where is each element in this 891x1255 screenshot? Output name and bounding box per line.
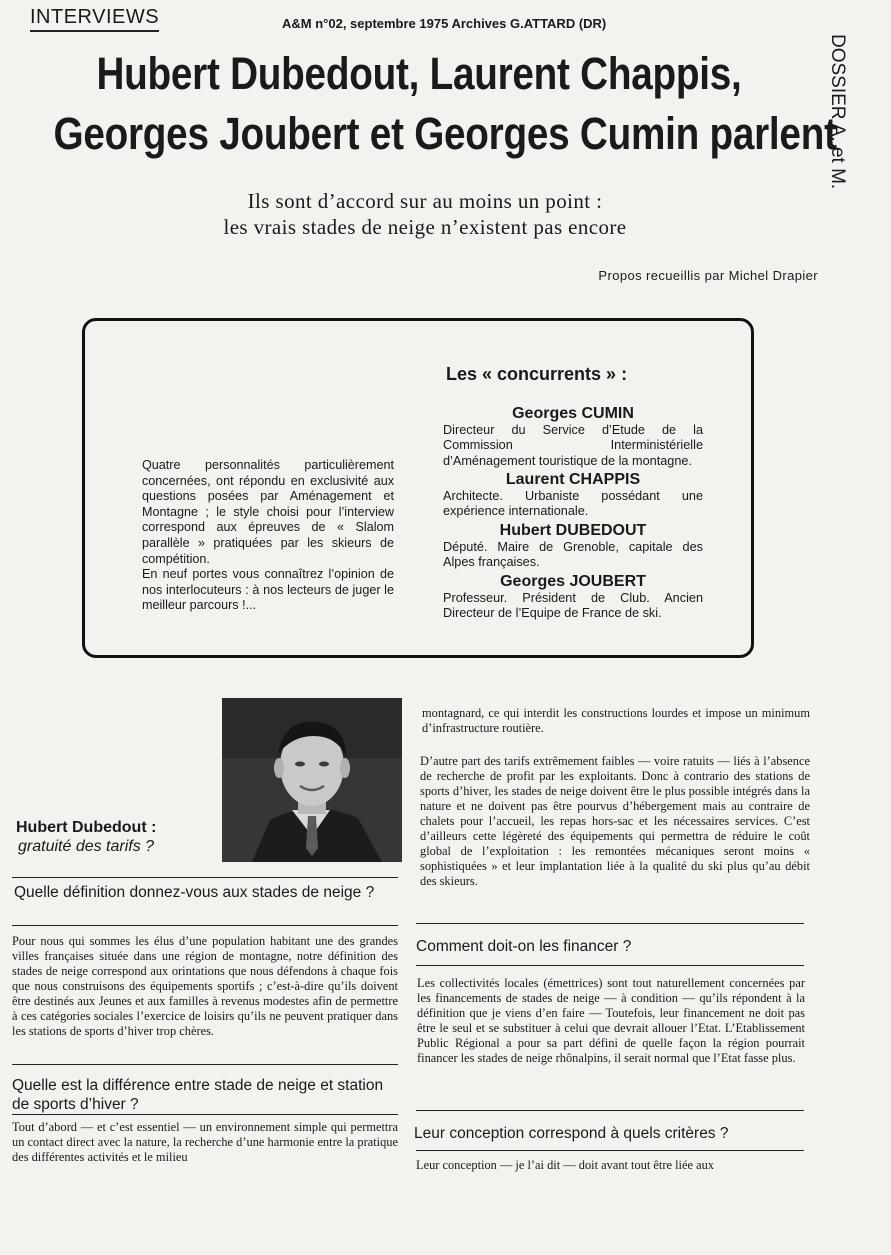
- interview-tagline: gratuité des tarifs ?: [18, 838, 155, 855]
- person-description: Député. Maire de Grenoble, capitale des Alpes françaises.: [443, 540, 703, 570]
- rule: [416, 965, 804, 966]
- section-tag: INTERVIEWS: [30, 6, 159, 32]
- question-4: Leur conception correspond à quels critères ?: [414, 1125, 729, 1142]
- source-line: A&M n°02, septembre 1975 Archives G.ATTARD (DR): [282, 16, 607, 31]
- concurrents-heading: Les « concurrents » :: [446, 364, 628, 384]
- box-intro: [142, 458, 394, 614]
- rule: [416, 923, 804, 924]
- answer-3: Les collectivités locales (émettrices) sont tout naturellement concernées par les financements de stades de neige — à condition — qu’ils répondent à la définition que je viens d’en faire — Toutefois, leur financement ne doit pas être le seul et se substituer à celui que devrait allouer l’Etat. L’Etablissement Public Régional a pour sa part défini de quelle façon la région pourrait financer les stades de neige rhônalpins, il serait normal que l’Etat fasse plus.: [417, 976, 805, 1065]
- answer-1: Pour nous qui sommes les élus d’une population habitant une des grandes villes françaises située dans une région de montagne, notre définition des stades de neige correspond aux orintations que nous défendons à chaque fois que nous construisons des équipements sportifs ; c’est-à-dire qu’ils doivent être destinés aux Jeunes et aux familles à revenus modestes afin de permettre à ces catégories sociales l’exercice de loisirs qu’ils ne peuvent pratiquer dans les stations de sports d’hiver trop chères.: [12, 934, 398, 1038]
- person-name: Laurent CHAPPIS: [505, 471, 641, 488]
- person-cumin: [443, 404, 703, 469]
- person-dubedout: [443, 521, 703, 571]
- headline-line-2: Georges Joubert et Georges Cumin parlent: [53, 108, 837, 159]
- author-credit: Propos recueillis par Michel Drapier: [598, 268, 818, 283]
- person-name: Georges CUMIN: [512, 405, 634, 422]
- person-name: Hubert DUBEDOUT: [499, 522, 647, 539]
- intro-paragraph-2: En neuf portes vous connaîtrez l’opinion de nos interlocuteurs : à nos lecteurs de juger le meilleur parcours !...: [142, 567, 394, 613]
- rule: [12, 1114, 398, 1115]
- rule: [416, 1150, 804, 1151]
- subtitle-line-1: Ils sont d’accord sur au moins un point :: [247, 189, 603, 213]
- side-label: DOSSIER A. et M.: [827, 34, 848, 190]
- portrait-photo: [222, 698, 402, 862]
- person-chappis: [443, 470, 703, 520]
- rule: [416, 1110, 804, 1111]
- answer-4: Leur conception — je l’ai dit — doit avant tout être liée aux: [416, 1158, 714, 1172]
- right-paragraph-2: D’autre part des tarifs extrêmement faibles — voire ratuits — liés à l’absence de recherche de profit par les exploitants. Donc à contrario des stations de sports d’hiver, les stades de neige doivent être le plus possible intégrés dans la nature et ne doivent pas être pourvus d’hébergement mais au contraire de chalets pour l’accueil, les repas hors-sac et les nécessaires services. C’est d’ailleurs cette légèreté des équipements qui permettra de réduire le coût global de l’exploitation : les remontées mécaniques seront moins « sophistiquées » et leur implantation liée à la qualité du ski plus qu’au débit des skieurs.: [420, 754, 810, 888]
- interviewee-name: Hubert Dubedout :: [16, 819, 157, 836]
- question-3: Comment doit-on les financer ?: [416, 938, 632, 955]
- interview-heading: [16, 818, 216, 856]
- question-2: Quelle est la différence entre stade de neige et station de sports d’hiver ?: [12, 1077, 384, 1113]
- headline-line-1: Hubert Dubedout, Laurent Chappis,: [96, 48, 742, 99]
- person-description: Professeur. Président de Club. Ancien Directeur de l’Equipe de France de ski.: [443, 591, 703, 621]
- rule: [12, 1064, 398, 1065]
- answer-2: Tout d’abord — et c’est essentiel — un environnement simple qui permettra un contact direct avec la nature, la recherche d’une harmonie entre la pratique des différentes activités et le milieu: [12, 1120, 398, 1164]
- portrait-drawing: [222, 698, 402, 862]
- intro-paragraph-1: Quatre personnalités particulièrement concernées, ont répondu en exclusivité aux questions posées par Aménagement et Montagne ; le style choisi pour l’interview correspond aux épreuves de « Slalom parallèle » pratiquées par les skieurs de compétition.: [142, 458, 394, 566]
- question-1: Quelle définition donnez-vous aux stades de neige ?: [14, 884, 375, 901]
- person-description: Architecte. Urbaniste possédant une expérience internationale.: [443, 489, 703, 519]
- person-joubert: [443, 572, 703, 622]
- rule: [12, 877, 398, 878]
- person-name: Georges JOUBERT: [500, 573, 646, 590]
- subtitle-line-2: les vrais stades de neige n’existent pas encore: [223, 215, 627, 239]
- rule: [12, 925, 398, 926]
- right-paragraph-1: montagnard, ce qui interdit les constructions lourdes et impose un minimum d’infrastructure routière.: [422, 706, 810, 735]
- person-description: Directeur du Service d’Etude de la Commission Interministérielle d’Aménagement touristique de la montagne.: [443, 423, 703, 468]
